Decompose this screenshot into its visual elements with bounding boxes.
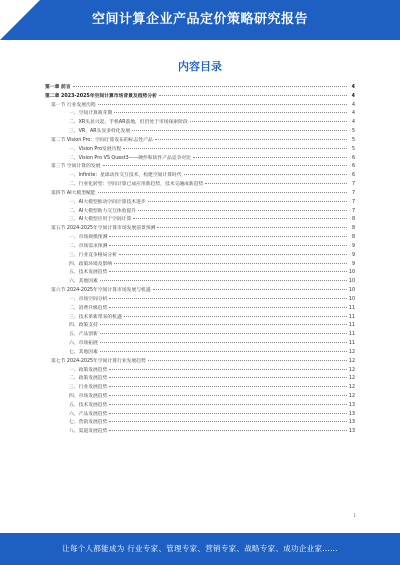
toc-entry-page: 6 [351,173,355,179]
toc-entry-page: 10 [348,270,355,276]
toc-dot-leader [73,86,347,87]
toc-dot-leader [109,421,347,422]
toc-dot-leader [109,298,347,299]
footer-bar [0,533,400,565]
toc-entry[interactable] [45,190,355,199]
toc-entry-page: 5 [351,146,355,152]
toc-dot-leader [100,333,347,334]
toc-entry-page: 6 [351,164,355,170]
toc-entry[interactable] [45,93,355,102]
toc-heading: 内容目录 [178,60,222,73]
toc-entry[interactable] [45,225,355,234]
toc-entry-page: 4 [351,85,355,90]
toc-dot-leader [114,112,347,113]
toc-dot-leader [114,263,347,264]
toc-entry[interactable] [45,172,355,181]
toc-entry-page: 8 [351,235,355,241]
toc-entry-page: 9 [351,261,355,267]
toc-entry[interactable] [45,419,355,428]
toc-entry[interactable] [45,322,355,331]
toc-entry-title: 第二节 Vision Pro：空间计算发布的标志性产品 [51,137,153,143]
toc-entry-page: 5 [351,137,355,143]
toc-entry-title: 四、政策支持 [69,323,98,329]
toc-entry-title: 五、技术发展趋势 [69,270,108,276]
toc-entry[interactable] [45,243,355,252]
toc-entry-page: 12 [348,358,355,364]
toc-dot-leader [148,201,347,202]
toc-entry-title: 四、政策环境及影响 [69,261,113,267]
report-title: 空间计算企业产品定价策略研究报告 [91,12,308,27]
toc-dot-leader [109,369,347,370]
toc-entry-page: 9 [351,252,355,258]
toc-entry-title: 二、政策发展趋势 [69,376,108,382]
toc-entry-page: 12 [348,393,355,399]
toc-dot-leader [109,236,347,237]
table-of-contents [45,84,355,437]
toc-entry-title: 三、行业发展趋势 [69,385,108,391]
toc-entry[interactable] [45,411,355,420]
toc-entry-page: 10 [348,279,355,285]
toc-dot-leader [100,280,347,281]
toc-entry[interactable] [45,146,355,155]
toc-dot-leader [100,351,347,352]
toc-entry[interactable] [45,331,355,340]
toc-entry-page: 12 [348,385,355,391]
toc-dot-leader [123,148,347,149]
toc-dot-leader [109,307,347,308]
toc-entry-page: 8 [351,226,355,232]
toc-entry-title: 三、技术革新带来的机遇 [69,314,122,320]
toc-dot-leader [132,130,347,131]
toc-entry-title: 一、空间计算萌芽期 [69,111,113,117]
toc-entry[interactable] [45,208,355,217]
toc-dot-leader [157,227,347,228]
toc-entry-title: 四、市场发展趋势 [69,393,108,399]
toc-dot-leader [153,289,347,290]
toc-entry-page: 13 [348,402,355,408]
toc-entry[interactable] [45,296,355,305]
toc-entry[interactable] [45,305,355,314]
toc-entry[interactable] [45,349,355,358]
toc-entry-title: 七、其他因素 [69,349,98,355]
toc-entry-title: 七、营销发展趋势 [69,420,108,426]
toc-dot-leader [109,430,347,431]
toc-entry-page: 11 [348,314,355,320]
toc-dot-leader [190,121,347,122]
toc-entry-title: 六、其他因素 [69,279,98,285]
toc-entry-page: 10 [348,296,355,302]
toc-entry-title: 三、行业竞争格局分析 [69,252,117,258]
toc-entry-page: 7 [351,199,355,205]
toc-entry-page: 13 [348,411,355,417]
toc-entry-title: 二、XR头显兴起、手机AR落地，但仍处于市场探索阶段 [69,120,188,126]
toc-entry-page: 4 [351,120,355,126]
toc-entry[interactable] [45,252,355,261]
toc-entry-title: 第一节 行业发展历程 [51,102,96,108]
toc-entry-page: 12 [348,367,355,373]
toc-entry-title: 第三节 空间计算的发展 [51,164,101,170]
toc-entry-title: 一、AI大模型推动空间计算技术进步 [69,199,146,205]
toc-entry[interactable] [45,234,355,243]
toc-entry[interactable] [45,278,355,287]
toc-entry[interactable] [45,287,355,296]
toc-entry[interactable] [45,358,355,367]
toc-dot-leader [109,404,347,405]
toc-dot-leader [159,95,347,96]
toc-entry-title: 第一章 前言 [45,85,71,90]
toc-entry[interactable] [45,155,355,164]
toc-entry-title: 二、Vision Pro VS Quest3——硬件和软件产品竞争对比 [69,155,191,161]
toc-entry[interactable] [45,163,355,172]
toc-dot-leader [98,192,347,193]
toc-entry[interactable] [45,84,355,93]
toc-entry[interactable] [45,137,355,146]
toc-dot-leader [109,395,347,396]
toc-entry-page: 7 [351,182,355,188]
toc-entry[interactable] [45,402,355,411]
toc-entry-title: 二、AI大模型助力交互体验提升 [69,208,137,214]
toc-entry[interactable] [45,269,355,278]
footer-slogan: 让每个人都能成为 行业专家、管理专家、营销专家、战略专家、成功企业家…… [62,544,338,553]
toc-entry-page: 5 [351,129,355,135]
toc-dot-leader [205,183,347,184]
toc-entry[interactable] [45,128,355,137]
toc-entry-title: 第四节 AI大模型赋能 [51,190,96,196]
toc-dot-leader [138,210,347,211]
toc-entry-title: 三、AI大模型应用于空间计算 [69,217,132,223]
toc-dot-leader [109,245,347,246]
toc-dot-leader [109,386,347,387]
toc-entry[interactable] [45,199,355,208]
toc-entry-title: 一、市场空间分析 [69,296,108,302]
toc-entry-title: 一、Vision Pro发展历程 [69,146,122,152]
toc-entry-title: 一、Infinite：星球动作交互技术，构建空间计算时代 [69,173,182,179]
toc-entry-page: 13 [348,420,355,426]
toc-entry-page: 4 [351,111,355,117]
toc-entry-title: 第七节 2024-2025年空间计算行业发展趋势 [51,358,146,364]
toc-entry-title: 一、市场规模预测 [69,235,108,241]
toc-entry-title: 五、产品创新 [69,332,98,338]
toc-dot-leader [155,139,347,140]
toc-entry-title: 二、行业化转型：空间计算已成应用新趋势，技术交融成新趋势 [69,182,204,188]
toc-entry-page: 7 [351,190,355,196]
toc-entry-page: 8 [351,217,355,223]
toc-entry-page: 12 [348,376,355,382]
toc-dot-leader [124,316,347,317]
toc-entry[interactable] [45,384,355,393]
toc-entry-title: 二、消费升级趋势 [69,305,108,311]
toc-entry-title: 八、渠道发展趋势 [69,429,108,435]
toc-entry-page: 11 [348,332,355,338]
toc-entry[interactable] [45,181,355,190]
toc-dot-leader [184,174,347,175]
toc-entry-title: 第二章 2023-2025年空间计算市场背景及趋势分析 [45,93,157,99]
toc-entry-page: 11 [348,305,355,311]
toc-dot-leader [133,218,347,219]
toc-entry-page: 4 [351,102,355,108]
toc-dot-leader [100,342,347,343]
toc-entry[interactable] [45,375,355,384]
toc-entry-title: 三、VR、AR头显多样化发展 [69,129,131,135]
toc-entry[interactable] [45,314,355,323]
toc-dot-leader [109,377,347,378]
toc-entry[interactable] [45,340,355,349]
toc-entry-page: 4 [351,93,355,99]
toc-entry-page: 11 [348,323,355,329]
toc-entry-title: 六、产品发展趋势 [69,411,108,417]
toc-entry[interactable] [45,119,355,128]
toc-entry-page: 7 [351,208,355,214]
toc-dot-leader [148,360,347,361]
toc-dot-leader [109,413,347,414]
toc-entry-page: 9 [351,243,355,249]
toc-entry[interactable] [45,102,355,111]
toc-entry-title: 第六节 2024-2025年空间计算市场发展与机遇 [51,288,151,294]
toc-entry-page: 12 [348,349,355,355]
toc-entry-page: 13 [348,429,355,435]
toc-dot-leader [193,157,347,158]
toc-entry[interactable] [45,261,355,270]
toc-dot-leader [119,254,347,255]
toc-dot-leader [100,324,347,325]
toc-entry-title: 一、政策发展趋势 [69,367,108,373]
toc-entry-title: 六、市场拓展 [69,341,98,347]
toc-entry[interactable] [45,110,355,119]
toc-entry-title: 五、技术发展趋势 [69,402,108,408]
page-number: 1 [353,513,356,518]
toc-dot-leader [109,271,347,272]
toc-entry[interactable] [45,393,355,402]
toc-entry-page: 6 [351,155,355,161]
toc-entry-title: 二、市场需求预测 [69,243,108,249]
toc-entry[interactable] [45,367,355,376]
toc-entry[interactable] [45,216,355,225]
toc-entry[interactable] [45,428,355,437]
toc-dot-leader [103,165,348,166]
toc-dot-leader [98,104,347,105]
toc-entry-page: 11 [348,341,355,347]
toc-entry-title: 第五节 2024-2025年空间计算市场发展前景预测 [51,226,156,232]
header-bar [0,0,400,40]
toc-entry-page: 10 [348,288,355,294]
